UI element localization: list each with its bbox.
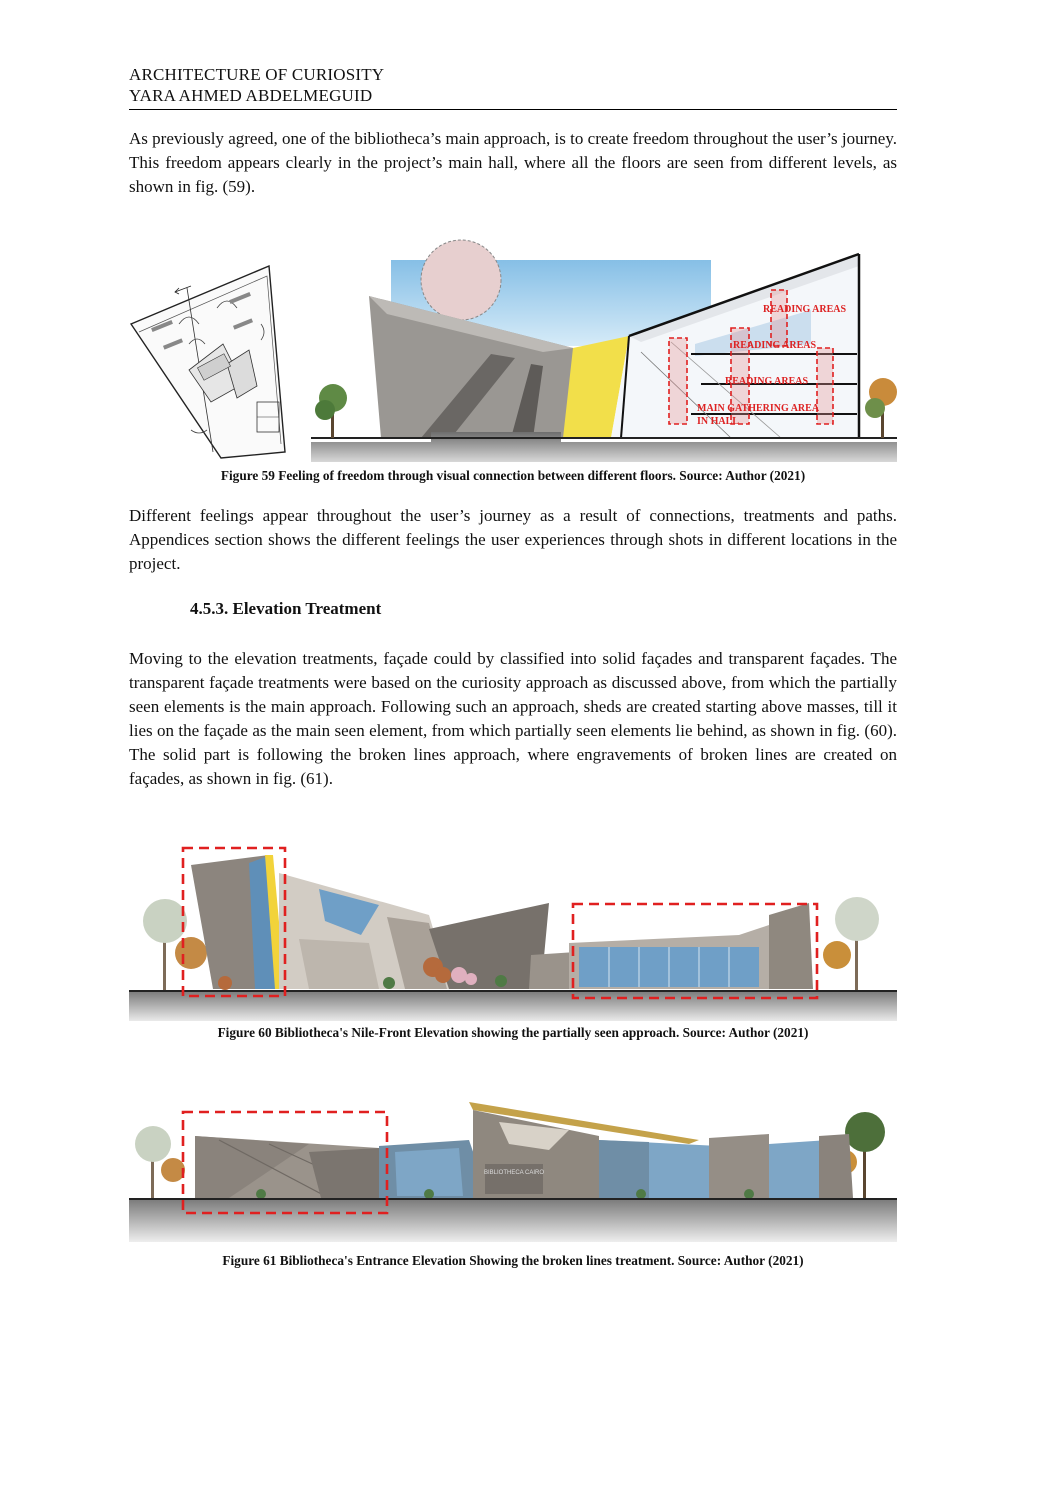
figure-60-caption: Figure 60 Bibliotheca's Nile-Front Elevation showing the partially seen approach. Source: Author (2021) — [217, 1025, 809, 1040]
figure-61-elevation — [129, 1100, 897, 1242]
figure-61-caption: Figure 61 Bibliotheca's Entrance Elevation Showing the broken lines treatment. Source: Author (2021) — [222, 1253, 804, 1268]
figure-60-elevation — [129, 843, 897, 1021]
label-reading-upper: READING AREAS — [763, 304, 847, 315]
paragraph-elevation: Moving to the elevation treatments, façade could by classified into solid façades and transparent façades. The transparent façade treatments were based on the curiosity approach as discussed above, from which the partially seen elements is the main approach. Following such an approach, sheds are created starting above masses, till it lies on the façade as the main seen element, from which partially seen elements lie behind, as shown in fig. (60). The solid part is following the broken lines approach, where engravements of broken lines are created on façades, as shown in fig. (61). — [129, 649, 897, 788]
label-main-gathering: MAIN GATHERING AREA — [697, 403, 820, 414]
section-heading: 4.5.3. Elevation Treatment — [190, 599, 382, 618]
paragraph-intro: As previously agreed, one of the bibliotheca’s main approach, is to create freedom throughout the user’s journey. This freedom appears clearly in the project’s main hall, where all the floors are seen from different levels, as shown in fig. (59). — [129, 129, 897, 196]
figure-59-caption: Figure 59 Feeling of freedom through visual connection between different floors. Source: Author (2021) — [220, 468, 806, 483]
header-title: ARCHITECTURE OF CURIOSITY — [129, 65, 385, 84]
label-in-hall: IN HALL — [697, 416, 739, 427]
figure-59-plan — [129, 252, 292, 460]
header-author: YARA AHMED ABDELMEGUID — [129, 86, 373, 105]
tree-icon — [315, 384, 347, 438]
header-rule — [129, 109, 897, 110]
paragraph-feelings: Different feelings appear throughout the user’s journey as a result of connections, treatments and paths. Appendices section shows the different feelings the user experiences through shots in different locations in the project. — [129, 506, 897, 573]
tree-icon — [865, 378, 897, 438]
label-reading-middle: READING AREAS — [733, 340, 817, 351]
figure-59-section — [311, 232, 897, 462]
label-reading-lower: READING AREAS — [725, 376, 809, 387]
running-header — [129, 64, 897, 106]
bibliotheca-sign: BIBLIOTHECA CAIRO — [483, 1170, 545, 1176]
